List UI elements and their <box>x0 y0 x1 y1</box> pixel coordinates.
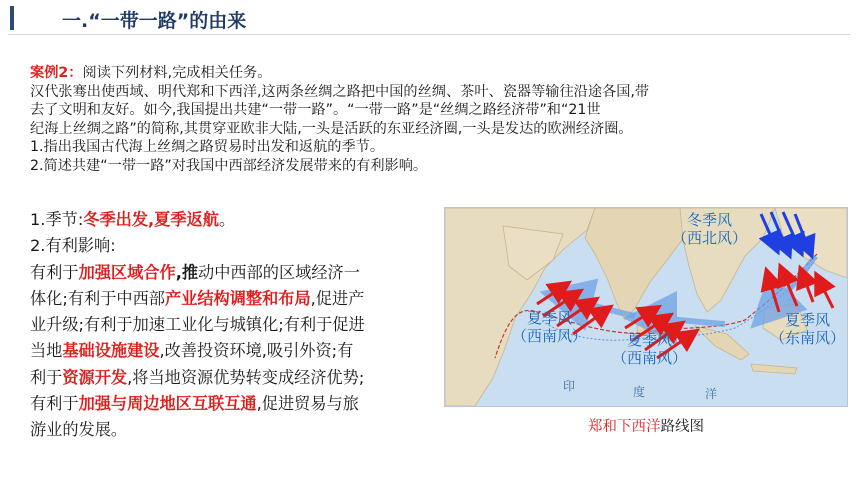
answer-1 <box>30 207 442 233</box>
highlight-connectivity: 加强与周边地区互联互通 <box>78 394 257 414</box>
zheng-he-route-map <box>444 207 848 407</box>
summer-monsoon-se-label <box>770 311 845 347</box>
title-divider <box>8 34 850 35</box>
answer-text: 当地 <box>30 341 63 361</box>
answer-text: 体化;有利于中西部 <box>30 288 165 308</box>
answer-line-1 <box>30 260 442 286</box>
answer-text: 有利于 <box>30 394 79 414</box>
highlight-resource-development: 资源开发 <box>62 367 128 387</box>
material-line-1: 汉代张骞出使西域、明代郑和下西洋,这两条丝绸之路把中国的丝绸、茶叶、瓷器等输往沿途各国,带 <box>30 83 650 100</box>
answer-block <box>30 207 442 444</box>
answer-bold-text: ,推 <box>175 262 199 282</box>
answer-text: ,促进产 <box>310 288 365 308</box>
answer-line-6 <box>30 391 442 417</box>
highlight-industrial-structure: 产业结构调整和布局 <box>164 288 311 308</box>
highlight-infrastructure: 基础设施建设 <box>62 341 160 361</box>
summer-monsoon-direction: （西南风） <box>612 349 688 367</box>
case-label: 案例2： <box>30 65 83 81</box>
material-line-3: 纪海上丝绸之路”的简称,其贯穿亚欧非大陆,一头是活跃的东亚经济圈,一头是发达的欧洲经济圈。 <box>30 120 633 137</box>
summer-monsoon-direction: （东南风） <box>770 329 846 347</box>
map-caption-rest: 路线图 <box>660 419 704 435</box>
answer-text: 利于 <box>30 367 63 387</box>
answer-1-suffix: 。 <box>218 210 236 229</box>
summer-monsoon-arrow <box>537 284 567 304</box>
answer-text: ,促进贸易与旅 <box>256 394 359 414</box>
land-java <box>751 364 797 374</box>
case-material <box>30 64 830 176</box>
answer-line-3: 业升级;有利于加速工业化与城镇化;有利于促进 <box>30 315 365 335</box>
map-caption-highlight: 郑和下西洋 <box>588 419 661 435</box>
answer-2-heading: 2.有利影响: <box>30 236 116 256</box>
material-line-2: 去了文明和友好。如今,我国提出共建“一带一路”。“一带一路”是“丝绸之路经济带”和“21世 <box>30 102 601 119</box>
ocean-label-char: 洋 <box>705 387 718 401</box>
answer-line-7: 游业的发展。 <box>30 420 128 440</box>
answer-line-2 <box>30 286 442 312</box>
case-heading <box>30 64 830 83</box>
summer-monsoon-title: 夏季风 <box>627 331 673 349</box>
case-intro: 阅读下列材料,完成相关任务。 <box>82 65 272 81</box>
summer-monsoon-arrow <box>801 270 813 302</box>
answer-text: 有利于 <box>30 262 79 282</box>
section-title: 一.“一带一路”的由来 <box>62 10 247 32</box>
title-accent-bar <box>10 6 14 30</box>
highlight-regional-cooperation: 加强区域合作 <box>78 262 176 282</box>
summer-monsoon-sw-label-1 <box>512 309 587 345</box>
title-bar <box>10 4 850 34</box>
winter-monsoon-label <box>672 211 747 247</box>
map-caption <box>446 415 846 436</box>
winter-monsoon-direction: （西北风） <box>672 229 748 247</box>
answer-1-prefix: 1.季节: <box>30 210 84 229</box>
land-south-asia <box>585 208 685 320</box>
summer-monsoon-title: 夏季风 <box>785 311 831 329</box>
question-1: 1.指出我国古代海上丝绸之路贸易时出发和返航的季节。 <box>30 139 385 156</box>
summer-monsoon-arrow <box>817 276 833 308</box>
winter-monsoon-title: 冬季风 <box>687 211 733 229</box>
answer-line-5 <box>30 365 442 391</box>
answer-text: 动中西部的区域经济一 <box>198 262 360 282</box>
question-2: 2.简述共建“一带一路”对我国中西部经济发展带来的有利影响。 <box>30 157 428 174</box>
summer-monsoon-title: 夏季风 <box>527 309 573 327</box>
map-graphic <box>445 208 847 406</box>
answer-text: ,改善投资环境,吸引外资;有 <box>159 341 354 361</box>
summer-monsoon-direction: （西南风） <box>512 327 588 345</box>
answer-1-highlight: 冬季出发,夏季返航 <box>83 210 219 229</box>
answer-line-4 <box>30 338 442 364</box>
summer-monsoon-sw-label-2 <box>612 331 687 367</box>
ocean-label-char: 印 <box>563 379 576 393</box>
ocean-label-char: 度 <box>633 385 646 399</box>
answer-text: ,将当地资源优势转变成经济优势; <box>127 367 365 387</box>
monsoon-flow-arrow <box>641 318 725 324</box>
